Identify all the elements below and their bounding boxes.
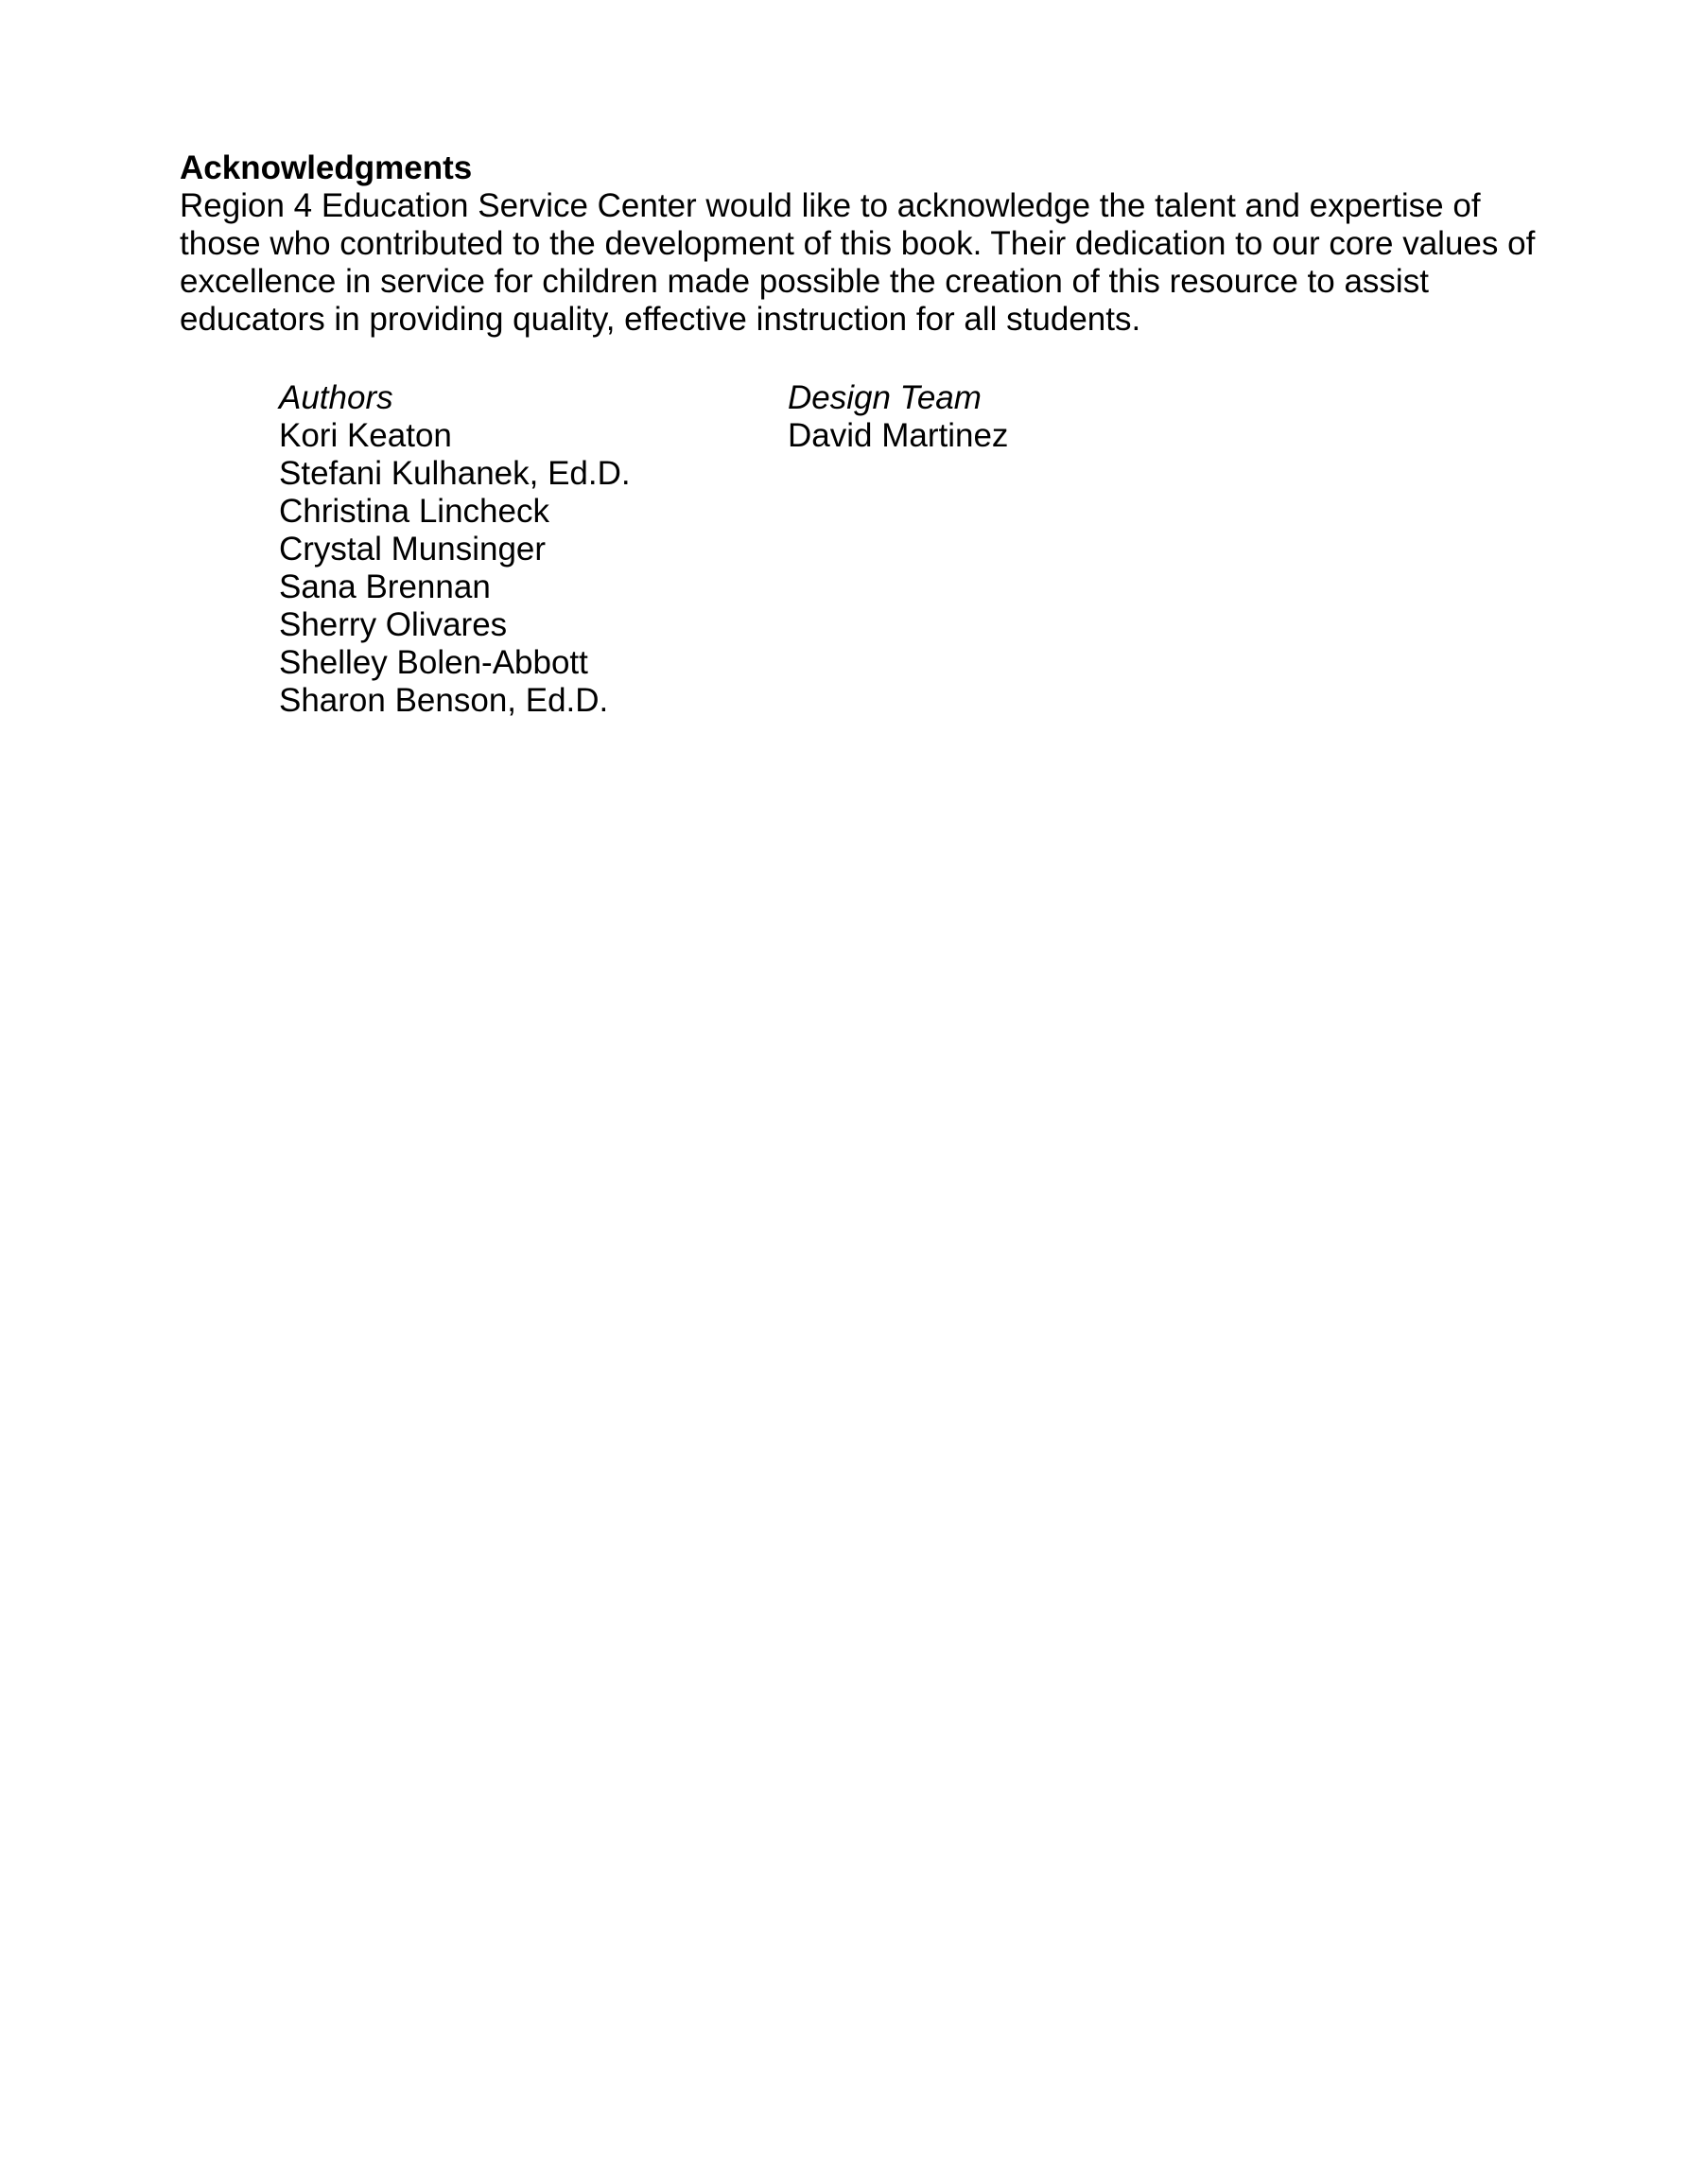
author-name-1: Kori Keaton [279,417,452,454]
design-team-column-header: Design Team [788,379,982,416]
author-name-3: Christina Lincheck [279,493,549,530]
acknowledgments-paragraph: Region 4 Education Service Center would like to acknowledge the talent and expertise of those who contributed to the development of this book. Their dedication to our core values of excellence in service for children made possible the creation of this resource to assist educators in providing quality, effective instruction for all students. [180,187,1536,338]
page-content [180,149,1556,720]
author-name-5: Sana Brennan [279,568,491,605]
author-name-7: Shelley Bolen-Abbott [279,644,588,681]
author-name-2: Stefani Kulhanek, Ed.D. [279,455,631,492]
acknowledgments-heading: Acknowledgments [180,149,473,186]
author-name-4: Crystal Munsinger [279,531,547,568]
author-name-8: Sharon Benson, Ed.D. [279,682,609,719]
design-team-member-1: David Martinez [788,417,1009,454]
authors-column [279,379,788,720]
authors-column-header: Authors [279,379,393,416]
credits-section [180,379,1556,720]
design-team-column [788,379,1556,720]
author-name-6: Sherry Olivares [279,606,508,643]
